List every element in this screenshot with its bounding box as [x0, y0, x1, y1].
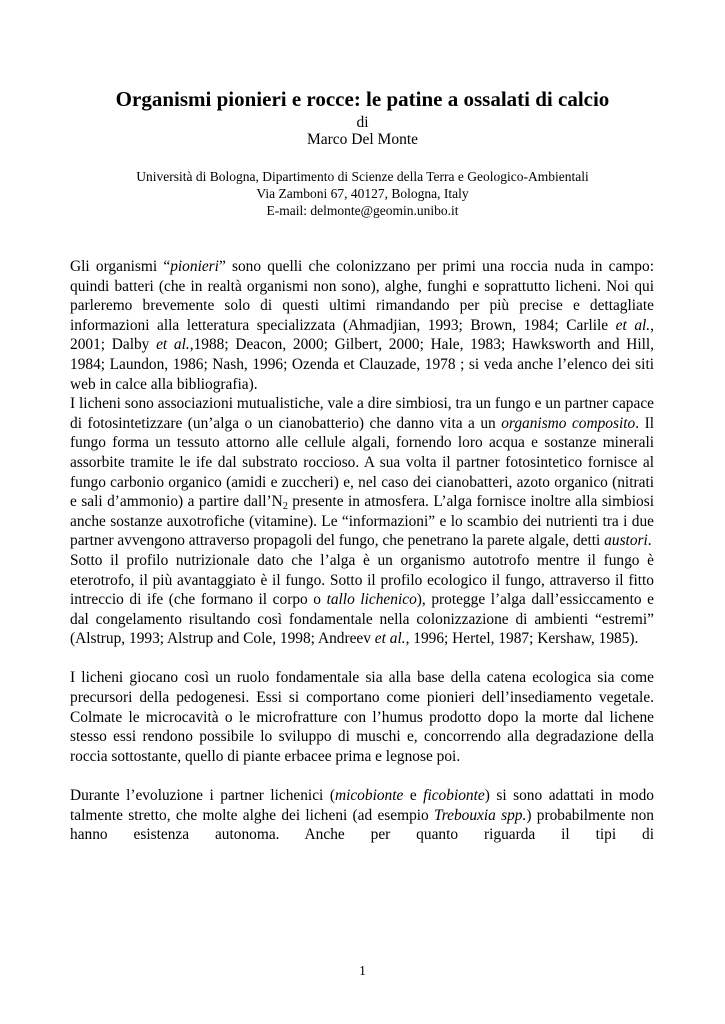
- italic-term: et al.: [374, 630, 406, 648]
- italic-term: tallo lichenico: [326, 591, 417, 609]
- paragraph-3: [70, 551, 654, 649]
- paragraph-2: [70, 394, 654, 551]
- text-run: ), protegge l’alga dall’essiccamento e dal congelamento risultando così fondamentale nella colonizzazione di ambienti “estremi” (Alstrup, 1993; Alstrup and Cole, 1998; Andreev: [70, 591, 655, 648]
- italic-term: micobionte: [334, 787, 404, 805]
- text-run: Gli organismi “: [70, 258, 171, 275]
- text-run: Sotto il profilo nutrizionale dato che l’alga è un organismo autotrofo mentre il fungo è eterotrofo, il più avantaggiato è il fungo. Sotto il profilo ecologico il fungo, attraverso il fitto intreccio di ife (che formano il corpo o: [70, 551, 654, 609]
- italic-term: et al.: [156, 336, 190, 354]
- subscript: 2: [282, 501, 288, 513]
- italic-term: et al.: [615, 316, 651, 334]
- paragraph-5: [70, 786, 654, 845]
- italic-term: Trebouxia spp.: [434, 806, 527, 824]
- byline-di: di: [356, 114, 369, 131]
- document-title: Organismi pionieri e rocce: le patine a ossalati di calcio: [115, 87, 610, 111]
- text-run: , 1996; Hertel, 1987; Kershaw, 1985).: [405, 630, 639, 648]
- text-run: , 2001; Dalby: [70, 316, 654, 354]
- italic-term: austori: [604, 532, 648, 550]
- affiliation-institution: Università di Bologna, Dipartimento di Scienze della Terra e Geologico-Ambientali: [136, 169, 589, 184]
- text-run: . Il fungo forma un tessuto attorno alle cellule algali, fornendo loro acqua e sostanze minerali assorbite tramite le ife dal substrato roccioso. A sua volta il partner fotosintetico fornisce al fungo carbonio organico (amidi e zuccheri) e, nel caso dei cianobatteri, azoto organico (nitrati e sali d’ammonio) a partire dall’N: [70, 414, 654, 511]
- paragraph-4: I licheni giocano così un ruolo fondamentale sia alla base della catena ecologica sia come precursori della pedogenesi. Essi si comportano come pionieri dell’insediamento vegetale. Colmate le microcavità o le microfratture con l’humus prodotto dopo la morte dal lichene stesso essi rendono possibile lo sviluppo di muschi e, concorrendo alla degradazione della roccia sottostante, quello di piante erbacee prima e legnose poi.: [70, 669, 654, 765]
- page-number: 1: [359, 963, 366, 978]
- text-run: presente in atmosfera. L’alga fornisce inoltre alla simbiosi anche sostanze auxotrofiche (vitamine). Le “informazioni” e lo scambio dei nutrienti tra i due partner avvengono attraverso propagoli del fungo, che penetrano la parete algale, detti: [70, 493, 654, 550]
- text-run: ) probabilmente non hanno esistenza autonoma. Anche per quanto riguarda il tipi di: [70, 806, 654, 844]
- author-name: Marco Del Monte: [306, 131, 419, 148]
- text-run: e: [403, 787, 424, 805]
- text-run: ,1988; Deacon, 2000; Gilbert, 2000; Hale, 1983; Hawksworth and Hill, 1984; Laundon, 1986; Nash, 1996; Ozenda et Clauzade, 1978 ; si veda anche l’elenco dei siti web in calce alla bibliografia).: [70, 336, 655, 393]
- text-run: ) si sono adattati in modo talmente stretto, che molte alghe dei licheni (ad esempio: [70, 787, 655, 824]
- text-run: ” sono quelli che colonizzano per primi una roccia nuda in campo: quindi batteri (che in realtà organismi non sono), alghe, funghi e soprattutto licheni. Noi qui parleremo brevemente solo di questi ultimi rimandando per più precise e dettagliate informazioni alla letteratura specializzata (Ahmadjian, 1993; Brown, 1984; Carlile: [70, 258, 654, 334]
- affiliation-email: E-mail: delmonte@geomin.unibo.it: [266, 203, 459, 218]
- paragraph-1: [70, 257, 654, 394]
- text-run: Durante l’evoluzione i partner lichenici (: [70, 787, 335, 805]
- italic-term: pionieri: [170, 258, 219, 275]
- body-text: [70, 257, 654, 845]
- text-run: I licheni sono associazioni mutualistiche, vale a dire simbiosi, tra un fungo e un partner capace di fotosintetizzare (un’alga o un cianobatterio) che danno vita a un: [70, 395, 654, 432]
- affiliation-address: Via Zamboni 67, 40127, Bologna, Italy: [256, 186, 469, 201]
- italic-term: organismo composito: [501, 414, 636, 432]
- italic-term: ficobionte: [423, 787, 485, 805]
- text-run: .: [647, 532, 652, 550]
